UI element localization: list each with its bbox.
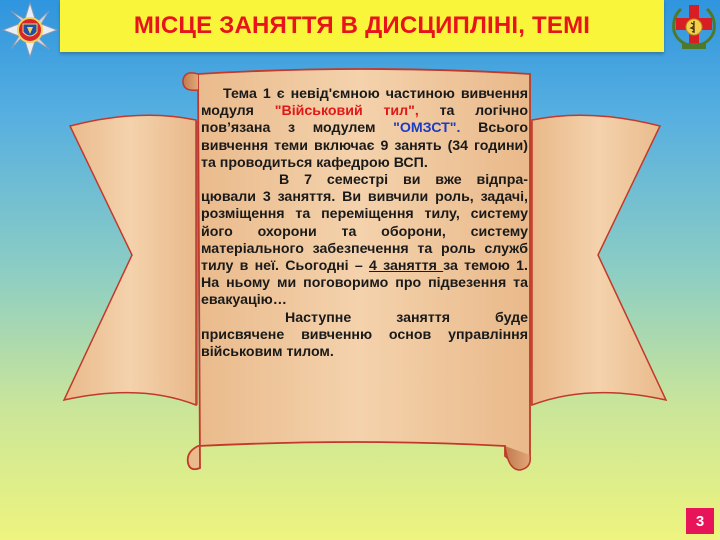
ribbon-right-tail <box>532 115 666 405</box>
paragraph-1: Тема 1 є невід'ємною частиною вивчення модуля "Військовий тил", та логічно пов’язана з модулем "ОМЗСТ". Всього вивчення теми включає 9 занять (34 години) та проводиться кафедрою ВСП. <box>201 86 528 171</box>
lesson-number-highlight: 4 заняття <box>369 258 444 275</box>
scroll-top-curl <box>183 73 198 90</box>
slide-title: МІСЦЕ ЗАНЯТТЯ В ДИСЦИПЛІНІ, ТЕМІ <box>133 12 591 39</box>
page-number-badge: 3 <box>686 508 714 534</box>
module-omzst-highlight: "ОМЗСТ". <box>393 120 461 137</box>
module-name-highlight: "Військовий тил", <box>274 103 419 120</box>
paragraph-3: Наступне заняття буде присвячене вивченню основ управління військовим тилом. <box>201 309 528 361</box>
ribbon-left-tail <box>64 115 196 405</box>
paragraph-2: В 7 семестрі ви вже відпра-цювали 3 заняття. Ви вивчили роль, задачі, розміщення та переміщення тилу, систему його охорони та оборони, систему матеріального забезпечення та роль служб тилу в неї. Сьогодні – 4 заняття за темою 1. На ньому ми поговоримо про підвезення та евакуацію… <box>201 172 528 309</box>
scroll-text <box>201 86 528 361</box>
